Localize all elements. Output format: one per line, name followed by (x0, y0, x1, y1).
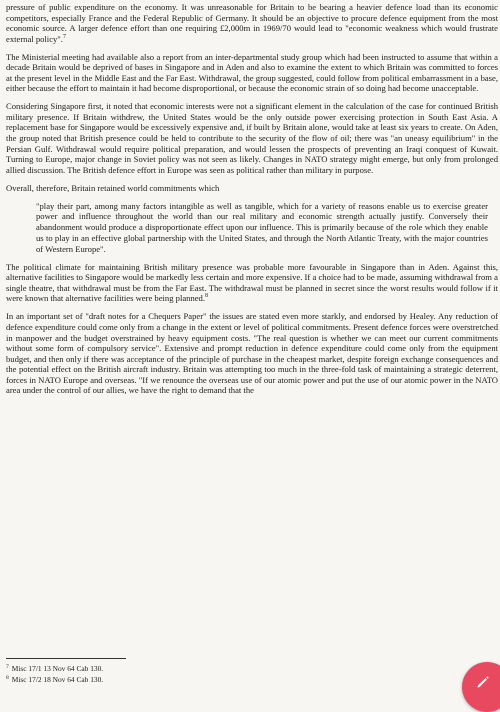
footnote-ref-8[interactable]: 8 (205, 293, 209, 300)
paragraph-chequers-paper: In an important set of "draft notes for a Chequers Paper" the issues are stated even more starkly, and endorsed by Healey. Any reduction of defence expenditure could come only from a change in the extent or level of political commitments. Present defence forces were overstretched in manpower and the budget overstrained by heavy equipment costs. "The real question is whether we can meet our current commitments without some form of compulsory service". Extensive and prompt reduction in defence expenditure could come only from the equipment budget, and then only if there was acceptance of the principle of purchase in the cheapest market, despite foreign exchange consequences and the potential effect on the British aircraft industry. Britain was attempting too much in the three-fold task of maintaining a strategic deterrent, forces in NATO Europe and overseas. "If we renounce the overseas use of our atomic power and put the use of our atomic power in the NATO area under the control of our allies, we have the right to demand that the (6, 311, 498, 396)
footnote-ref-7[interactable]: 7 (62, 33, 66, 40)
footnotes (6, 663, 103, 685)
footnote-divider (6, 658, 126, 659)
paragraph-overall: Overall, therefore, Britain retained world commitments which (6, 182, 220, 193)
paragraph-political-climate (6, 262, 498, 304)
footnote-number: 7 (6, 663, 9, 670)
paragraph-singapore-aden: Considering Singapore first, it noted that economic interests were not a significant element in the calculation of the case for continued British military presence. If Britain withdrew, the United States would be the only outside power exercising protection in South East Asia. A replacement base for Singapore would be excessively expensive and, if built by Britain alone, would take at least six years to create. On Aden, the group noted that British presence could be held to contribute to the security of the flow of oil; there was "an uneasy equilibrium" in the Persian Gulf. Withdrawal would require political preparation, and would lessen the prospects of preventing an Iraqi conquest of Kuwait. Turning to Europe, major change in Soviet policy was not seen as likely. Changes in NATO strategy might emerge, but only from prolonged allied discussion. The British defence effort in Europe was seen as political rather than military in purpose. (6, 101, 498, 175)
paragraph-economic-pressure (6, 2, 498, 44)
edit-fab-button[interactable] (462, 662, 500, 712)
footnote-8 (6, 674, 103, 685)
paragraph-text: The political climate for maintaining British military presence was probable more favourable in Singapore than in Aden. Against this, alternative facilities to Singapore would be markedly less certain and more expensive. If a choice had to be made, assuming withdrawal from a single theatre, that withdrawal must be from the Far East. The withdrawal must be planned in secret since the worst results would follow if it were known that alternative facilities were being planned. (6, 261, 498, 304)
pencil-icon (476, 675, 490, 689)
block-quote: "play their part, among many factors intangible as well as tangible, which for a variety of reasons enable us to exercise greater power and influence throughout the world than our real military and economic strength actually justify. Conversely their abandonment would produce a disproportionate effect upon our influence. This is primarily because of the role which they enable us to play in an effective global partnership with the United States, and through the North Atlantic Treaty, with the major countries of Western Europe". (36, 200, 488, 254)
footnote-text: Misc 17/2 18 Nov 64 Cab 130. (11, 675, 104, 684)
footnote-number: 8 (6, 674, 9, 681)
paragraph-study-group: The Ministerial meeting had available also a report from an inter-departmental study group which had been instructed to assume that within a decade Britain would be deprived of bases in Singapore and in Aden and also to examine the extent to which Britain was committed to forces at the present level in the Middle East and the Far East. Withdrawal, the group suggested, could follow from political embarrassment in a base, either because the effort to maintain it had become disproportional, or because the economic strain of so doing had become unacceptable. (6, 51, 498, 94)
footnote-7 (6, 663, 103, 674)
document-page (6, 2, 498, 698)
footnote-text: Misc 17/1 13 Nov 64 Cab 130. (11, 664, 104, 673)
paragraph-text: pressure of public expenditure on the economy. It was unreasonable for Britain to be bearing a heavier defence load than its economic competitors, especially France and the Federal Republic of Germany. It should be an objective to procure defence equipment from the most economic source. A larger defence effort than one requiring £2,000m in 1969/70 would lead to "economic weakness which would frustrate external policy". (6, 2, 498, 44)
